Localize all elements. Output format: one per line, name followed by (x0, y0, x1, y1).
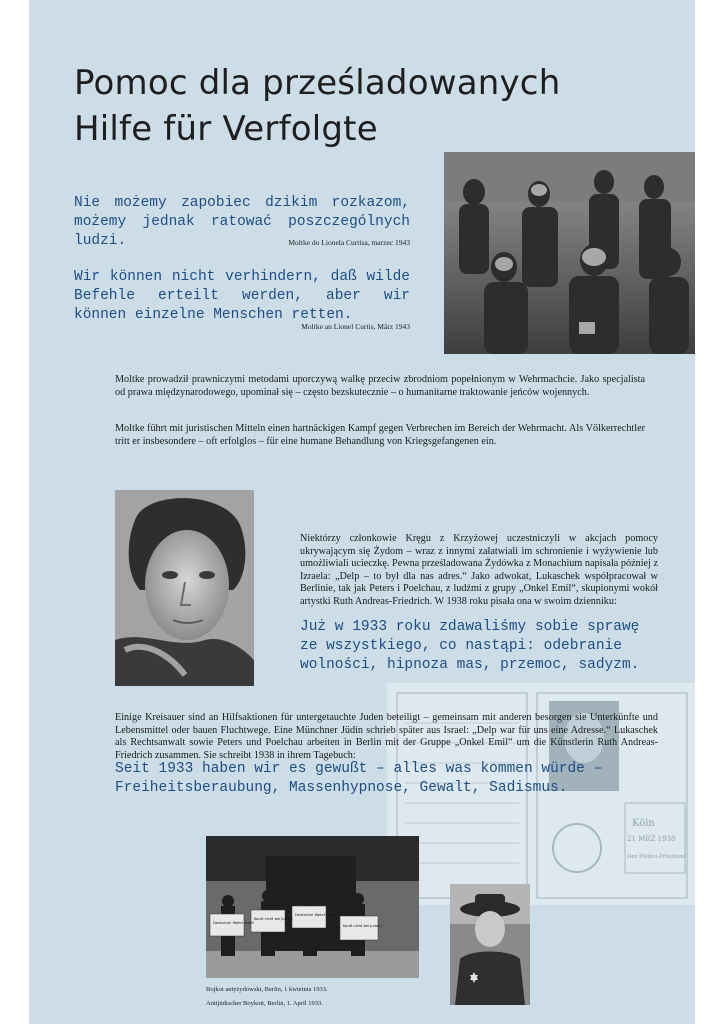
portrait-photo-image (115, 490, 254, 686)
boycott-sign-3: Deutsche! Wehrt euch! (295, 913, 337, 917)
title-german: Hilfe für Verfolgte (74, 109, 378, 149)
boycott-caption-polish: Bojkot antyżydowski, Berlin, 1 kwietnia 1933. (206, 986, 328, 993)
boycott-photo-image (206, 836, 419, 978)
quote-german: Wir können nicht verhindern, daß wilde Befehle erteilt werden, aber wir können einzelne Menschen retten. (74, 269, 410, 323)
portrait-photo (115, 490, 254, 686)
title-polish: Pomoc dla prześladowanych (74, 63, 561, 103)
document-stamp-city: Köln (632, 818, 655, 829)
boycott-sign-1: Deutsche! Wehrt euch! (213, 921, 255, 925)
paragraph-german-2: Einige Kreisauer sind an Hilfsaktionen für untergetauchte Juden beteiligt – gemeinsam mit anderen besorgen sie Unterkünfte und Lebensmittel oder bauen Fluchtwege. Eine Münchner Jüdin schrieb später aus Israel: „Delp war für uns eine Adresse.“ Lukaschek als Rechtsanwalt sowie Peters und Poelchau arbeiten in Berlin mit der Gruppe „Onkel Emil“ um die Künstlerin Ruth Andreas-Friedrich zusammen. Sie schreibt 1938 in ihrem Tagebuch: (115, 712, 658, 761)
boycott-sign-4: Kauft nicht bei Juden! (343, 924, 382, 928)
poster-panel (29, 0, 695, 1024)
quote-polish: Nie możemy zapobiec dzikim rozkazom, możemy jednak ratować poszczególnych ludzi. (74, 195, 410, 249)
paragraph-polish-1: Moltke prowadził prawniczymi metodami uporczywą walkę przeciw zbrodniom popełnionym w Wehrmachcie. Jako specjalista od prawa międzynarodowego, upominał się – często bezskutecznie – o humanitarne traktowanie jeńców wojennych. (115, 374, 645, 398)
quote-german-source: Moltke an Lionel Curtis, März 1943 (301, 322, 410, 331)
paragraph-polish-2: Niektórzy członkowie Kręgu z Krzyżowej uczestniczyli w akcjach pomocy ukrywającym się Żydom – wraz z innymi załatwiali im schronienie i wyżywienie lub umożliwiali ucieczkę. Pewna prześladowana Żydówka z Monachium napisała później z Izraela: „Delp – to był dla nas adres.“ Jako adwokat, Lukaschek współpracował w Berlinie, tak jak Peters i Poelchau, z ludźmi z grupy „Onkel Emil“, skupionymi wokół artystki Ruth Andreas-Friedrich. W 1938 roku pisała ona w swoim dzienniku: (300, 533, 658, 607)
boycott-sign-2: Kauft nicht bei Juden! (254, 917, 293, 921)
document-stamp-authority: Der Polizei-Präsident (627, 854, 686, 860)
man-with-star-photo-image (450, 884, 530, 1005)
prisoners-of-war-photo (444, 152, 695, 354)
man-with-star-photo (450, 884, 530, 1005)
page-title (74, 60, 560, 152)
paragraph-german-1: Moltke führt mit juristischen Mitteln einen hartnäckigen Kampf gegen Verbrechen im Bereich der Wehrmacht. Als Völkerrechtler tritt er insbesondere – oft erfolglos – für eine humane Behandlung von Kriegsgefangenen ein. (115, 423, 645, 447)
document-stamp-date: 21 MRZ 1938 (627, 835, 676, 843)
boycott-photo (206, 836, 419, 978)
boycott-caption-german: Antijüdischer Boykott, Berlin, 1. April 1933. (206, 1000, 323, 1007)
diary-quote-polish: Już w 1933 roku zdawaliśmy sobie sprawę ze wszystkiego, co nastąpi: odebranie wolności, hipnoza mas, przemoc, sadyzm. (300, 619, 640, 673)
prisoners-of-war-photo-image (444, 152, 695, 354)
quote-polish-source: Moltke do Lionela Curtisa, marzec 1943 (288, 238, 410, 247)
diary-quote-german: Seit 1933 haben wir es gewußt – alles was kommen würde – Freiheitsberaubung, Massenhypnose, Gewalt, Sadismus. (115, 761, 603, 796)
